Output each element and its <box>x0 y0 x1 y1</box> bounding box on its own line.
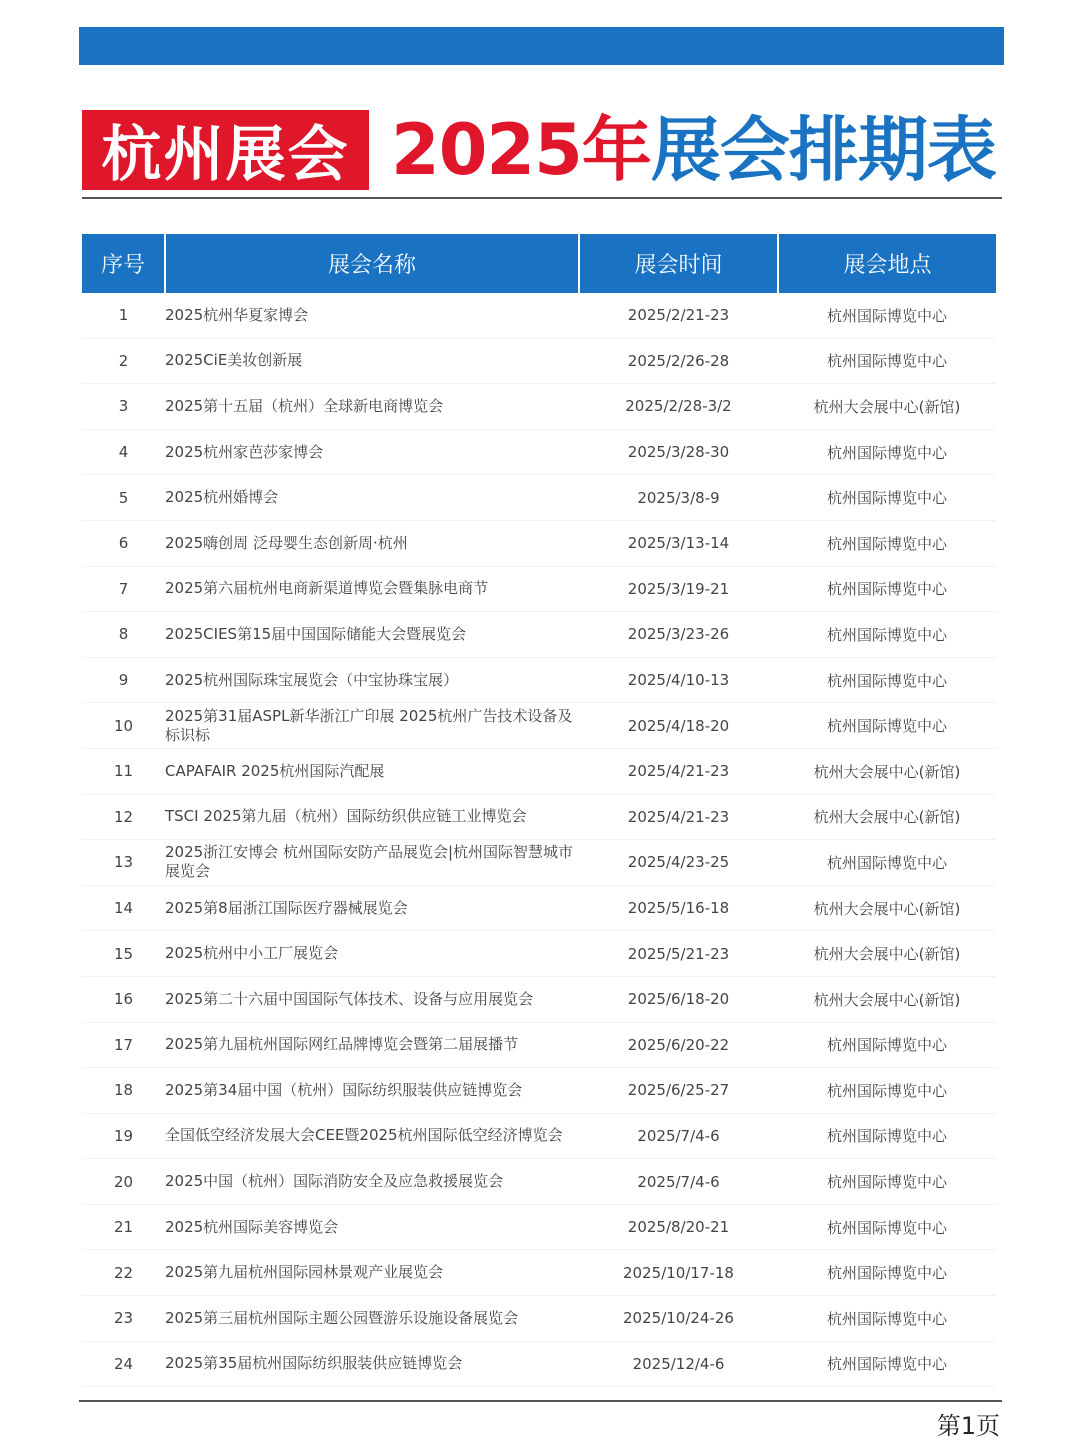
cell-exhibition-name: 2025CIES第15届中国国际储能大会暨展览会 <box>165 612 579 658</box>
table-row <box>82 1296 996 1342</box>
column-header-no: 序号 <box>82 234 165 293</box>
cell-date: 2025/6/20-22 <box>579 1022 778 1068</box>
cell-date: 2025/6/25-27 <box>579 1068 778 1114</box>
cell-date: 2025/4/10-13 <box>579 657 778 703</box>
cell-exhibition-name: 全国低空经济发展大会CEE暨2025杭州国际低空经济博览会 <box>165 1113 579 1159</box>
cell-venue: 杭州国际博览中心 <box>778 566 996 612</box>
cell-exhibition-name: 2025第九届杭州国际网红品牌博览会暨第二届展播节 <box>165 1022 579 1068</box>
cell-number: 20 <box>82 1159 165 1205</box>
cell-venue: 杭州国际博览中心 <box>778 338 996 384</box>
cell-venue: 杭州国际博览中心 <box>778 840 996 886</box>
cell-exhibition-name: 2025第35届杭州国际纺织服装供应链博览会 <box>165 1341 579 1387</box>
cell-venue: 杭州国际博览中心 <box>778 520 996 566</box>
title-red-box: 杭州展会 <box>82 110 369 190</box>
title-blue: 展会排期表 <box>650 109 996 191</box>
cell-number: 11 <box>82 748 165 794</box>
page-number: 第1页 <box>936 1412 1000 1440</box>
table-row <box>82 657 996 703</box>
cell-venue: 杭州大会展中心(新馆) <box>778 794 996 840</box>
cell-venue: 杭州大会展中心(新馆) <box>778 931 996 977</box>
table-row <box>82 703 996 749</box>
cell-venue: 杭州国际博览中心 <box>778 293 996 338</box>
cell-exhibition-name: TSCI 2025第九届（杭州）国际纺织供应链工业博览会 <box>165 794 579 840</box>
table-row <box>82 840 996 886</box>
cell-venue: 杭州国际博览中心 <box>778 1296 996 1342</box>
exhibition-schedule-table <box>82 234 996 1387</box>
title-divider <box>82 197 1002 199</box>
cell-date: 2025/4/23-25 <box>579 840 778 886</box>
table-row <box>82 384 996 430</box>
table-row <box>82 475 996 521</box>
cell-venue: 杭州国际博览中心 <box>778 612 996 658</box>
cell-number: 9 <box>82 657 165 703</box>
cell-venue: 杭州国际博览中心 <box>778 429 996 475</box>
table-row <box>82 885 996 931</box>
cell-venue: 杭州国际博览中心 <box>778 475 996 521</box>
cell-date: 2025/12/4-6 <box>579 1341 778 1387</box>
cell-exhibition-name: 2025第8届浙江国际医疗器械展览会 <box>165 885 579 931</box>
table-row <box>82 1250 996 1296</box>
table-row <box>82 1022 996 1068</box>
cell-exhibition-name: 2025第九届杭州国际园林景观产业展览会 <box>165 1250 579 1296</box>
cell-exhibition-name: 2025杭州中小工厂展览会 <box>165 931 579 977</box>
cell-date: 2025/10/17-18 <box>579 1250 778 1296</box>
cell-number: 16 <box>82 976 165 1022</box>
cell-number: 24 <box>82 1341 165 1387</box>
table-row <box>82 520 996 566</box>
cell-exhibition-name: 2025杭州国际珠宝展览会（中宝协珠宝展） <box>165 657 579 703</box>
cell-date: 2025/2/26-28 <box>579 338 778 384</box>
cell-exhibition-name: 2025中国（杭州）国际消防安全及应急救援展览会 <box>165 1159 579 1205</box>
table-row <box>82 931 996 977</box>
title-year: 2025年 <box>391 109 651 191</box>
table-row <box>82 293 996 338</box>
cell-exhibition-name: 2025嗨创周 泛母婴生态创新周·杭州 <box>165 520 579 566</box>
table-row <box>82 748 996 794</box>
cell-date: 2025/5/16-18 <box>579 885 778 931</box>
cell-venue: 杭州大会展中心(新馆) <box>778 976 996 1022</box>
cell-exhibition-name: 2025浙江安博会 杭州国际安防产品展览会|杭州国际智慧城市展览会 <box>165 840 579 886</box>
cell-number: 5 <box>82 475 165 521</box>
cell-date: 2025/4/18-20 <box>579 703 778 749</box>
cell-date: 2025/3/28-30 <box>579 429 778 475</box>
cell-date: 2025/7/4-6 <box>579 1159 778 1205</box>
cell-number: 2 <box>82 338 165 384</box>
cell-number: 23 <box>82 1296 165 1342</box>
cell-exhibition-name: 2025第六届杭州电商新渠道博览会暨集脉电商节 <box>165 566 579 612</box>
cell-number: 15 <box>82 931 165 977</box>
cell-exhibition-name: 2025第二十六届中国国际气体技术、设备与应用展览会 <box>165 976 579 1022</box>
cell-number: 1 <box>82 293 165 338</box>
cell-exhibition-name: 2025第31届ASPL新华浙江广印展 2025杭州广告技术设备及标识标 <box>165 703 579 749</box>
table-row <box>82 1204 996 1250</box>
cell-number: 4 <box>82 429 165 475</box>
cell-number: 8 <box>82 612 165 658</box>
table-row <box>82 429 996 475</box>
cell-venue: 杭州国际博览中心 <box>778 657 996 703</box>
cell-date: 2025/3/23-26 <box>579 612 778 658</box>
cell-number: 10 <box>82 703 165 749</box>
cell-number: 6 <box>82 520 165 566</box>
cell-exhibition-name: 2025第34届中国（杭州）国际纺织服装供应链博览会 <box>165 1068 579 1114</box>
page-title <box>82 108 1002 192</box>
cell-number: 13 <box>82 840 165 886</box>
cell-venue: 杭州国际博览中心 <box>778 703 996 749</box>
column-header-name: 展会名称 <box>165 234 579 293</box>
cell-exhibition-name: 2025杭州家芭莎家博会 <box>165 429 579 475</box>
cell-number: 22 <box>82 1250 165 1296</box>
cell-number: 18 <box>82 1068 165 1114</box>
cell-venue: 杭州国际博览中心 <box>778 1341 996 1387</box>
column-header-venue: 展会地点 <box>778 234 996 293</box>
cell-date: 2025/4/21-23 <box>579 794 778 840</box>
table-row <box>82 794 996 840</box>
cell-exhibition-name: 2025第三届杭州国际主题公园暨游乐设施设备展览会 <box>165 1296 579 1342</box>
table-row <box>82 338 996 384</box>
cell-exhibition-name: 2025杭州国际美容博览会 <box>165 1204 579 1250</box>
cell-number: 3 <box>82 384 165 430</box>
table-row <box>82 1341 996 1387</box>
cell-date: 2025/6/18-20 <box>579 976 778 1022</box>
cell-venue: 杭州国际博览中心 <box>778 1250 996 1296</box>
cell-number: 19 <box>82 1113 165 1159</box>
cell-date: 2025/7/4-6 <box>579 1113 778 1159</box>
cell-date: 2025/3/19-21 <box>579 566 778 612</box>
table-body <box>82 293 996 1387</box>
table-row <box>82 976 996 1022</box>
top-banner-bar <box>79 27 1004 65</box>
cell-exhibition-name: 2025杭州华夏家博会 <box>165 293 579 338</box>
cell-exhibition-name: 2025杭州婚博会 <box>165 475 579 521</box>
cell-venue: 杭州大会展中心(新馆) <box>778 384 996 430</box>
column-header-date: 展会时间 <box>579 234 778 293</box>
cell-date: 2025/3/8-9 <box>579 475 778 521</box>
cell-number: 14 <box>82 885 165 931</box>
cell-number: 12 <box>82 794 165 840</box>
cell-exhibition-name: 2025第十五届（杭州）全球新电商博览会 <box>165 384 579 430</box>
table-row <box>82 1159 996 1205</box>
cell-venue: 杭州大会展中心(新馆) <box>778 885 996 931</box>
cell-date: 2025/10/24-26 <box>579 1296 778 1342</box>
table-row <box>82 612 996 658</box>
cell-date: 2025/2/28-3/2 <box>579 384 778 430</box>
cell-venue: 杭州国际博览中心 <box>778 1113 996 1159</box>
cell-date: 2025/5/21-23 <box>579 931 778 977</box>
cell-number: 7 <box>82 566 165 612</box>
cell-date: 2025/8/20-21 <box>579 1204 778 1250</box>
cell-date: 2025/2/21-23 <box>579 293 778 338</box>
cell-exhibition-name: 2025CiE美妆创新展 <box>165 338 579 384</box>
cell-number: 17 <box>82 1022 165 1068</box>
cell-date: 2025/4/21-23 <box>579 748 778 794</box>
table-row <box>82 1113 996 1159</box>
table-row <box>82 566 996 612</box>
table-row <box>82 1068 996 1114</box>
cell-venue: 杭州大会展中心(新馆) <box>778 748 996 794</box>
cell-venue: 杭州国际博览中心 <box>778 1159 996 1205</box>
cell-number: 21 <box>82 1204 165 1250</box>
footer-divider <box>79 1400 1002 1402</box>
cell-venue: 杭州国际博览中心 <box>778 1068 996 1114</box>
cell-exhibition-name: CAPAFAIR 2025杭州国际汽配展 <box>165 748 579 794</box>
cell-venue: 杭州国际博览中心 <box>778 1022 996 1068</box>
cell-date: 2025/3/13-14 <box>579 520 778 566</box>
table-header-row <box>82 234 996 293</box>
cell-venue: 杭州国际博览中心 <box>778 1204 996 1250</box>
